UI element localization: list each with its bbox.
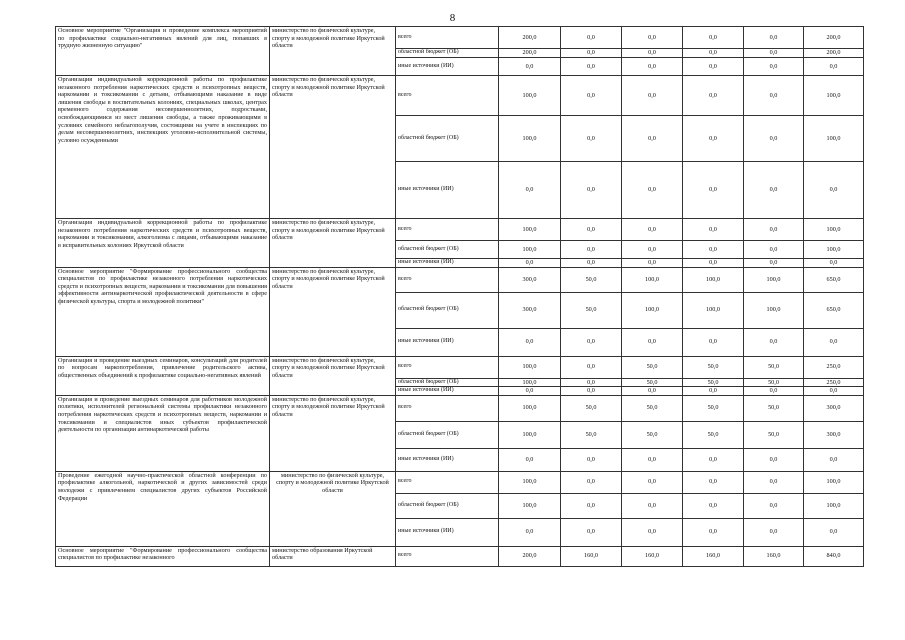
amount-cell: 0,0 — [744, 493, 804, 518]
amount-cell: 0,0 — [683, 116, 744, 162]
funding-source: областной бюджет (ОБ) — [396, 116, 499, 162]
amount-total: 840,0 — [804, 546, 864, 566]
funding-source: областной бюджет (ОБ) — [396, 421, 499, 448]
funding-source: иные источники (ИИ) — [396, 518, 499, 546]
amount-cell: 100,0 — [499, 76, 561, 116]
amount-cell: 200,0 — [499, 49, 561, 58]
amount-total: 100,0 — [804, 76, 864, 116]
table-row — [56, 471, 864, 493]
amount-cell: 50,0 — [561, 292, 622, 328]
amount-cell: 0,0 — [744, 219, 804, 241]
amount-cell: 0,0 — [683, 448, 744, 471]
activity-name: Основное мероприятие "Формирование профессионального сообщества специалистов по профилактике незаконного — [56, 546, 270, 566]
funding-source: иные источники (ИИ) — [396, 328, 499, 356]
amount-cell: 0,0 — [622, 58, 683, 76]
amount-cell: 100,0 — [499, 356, 561, 378]
amount-cell: 100,0 — [683, 292, 744, 328]
amount-cell: 0,0 — [744, 518, 804, 546]
amount-total: 300,0 — [804, 421, 864, 448]
funding-source: областной бюджет (ОБ) — [396, 241, 499, 259]
amount-cell: 0,0 — [622, 471, 683, 493]
amount-total: 0,0 — [804, 328, 864, 356]
amount-cell: 0,0 — [622, 518, 683, 546]
executor: министерство образования Иркутской области — [270, 546, 396, 566]
amount-cell: 50,0 — [622, 421, 683, 448]
amount-cell: 0,0 — [622, 448, 683, 471]
amount-total: 0,0 — [804, 518, 864, 546]
executor: министерство по физической культуре, спорту и молодежной политике Иркутской области — [270, 471, 396, 546]
table-row — [56, 395, 864, 421]
amount-cell: 0,0 — [499, 448, 561, 471]
activity-name: Основное мероприятие "Организация и проведение комплекса мероприятий по профилактике социально-негативных явлений для лиц, попавших в трудную жизненную ситуацию" — [56, 27, 270, 76]
amount-cell: 0,0 — [561, 49, 622, 58]
amount-cell: 50,0 — [561, 395, 622, 421]
funding-source: всего — [396, 395, 499, 421]
amount-cell: 0,0 — [683, 76, 744, 116]
amount-cell: 0,0 — [561, 76, 622, 116]
funding-source: всего — [396, 356, 499, 378]
table-row — [56, 267, 864, 292]
amount-cell: 0,0 — [561, 27, 622, 49]
amount-cell: 0,0 — [622, 493, 683, 518]
amount-cell: 0,0 — [683, 58, 744, 76]
funding-source: областной бюджет (ОБ) — [396, 493, 499, 518]
amount-cell: 0,0 — [744, 471, 804, 493]
amount-cell: 50,0 — [622, 356, 683, 378]
amount-cell: 0,0 — [683, 471, 744, 493]
activity-name: Организация индивидуальной коррекционной работы по профилактике незаконного потребления наркотических средств и психотропных веществ, наркомании и токсикомании, алкоголизма с лицами, отбывающими наказание в исправительных колониях Иркутской области — [56, 219, 270, 268]
amount-total: 100,0 — [804, 471, 864, 493]
amount-cell: 0,0 — [683, 328, 744, 356]
funding-source: всего — [396, 471, 499, 493]
amount-cell: 200,0 — [499, 27, 561, 49]
amount-total: 0,0 — [804, 387, 864, 396]
amount-cell: 50,0 — [744, 356, 804, 378]
amount-total: 250,0 — [804, 378, 864, 387]
amount-cell: 160,0 — [744, 546, 804, 566]
activity-name: Основное мероприятие "Формирование профессионального сообщества специалистов по профилактике незаконного потребления наркотических средств и психотропных веществ, наркомании и токсикомании для повышения эффективности антинаркотической профилактической деятельности в сфере физической культуры, спорта и молодежной политики" — [56, 267, 270, 356]
amount-cell: 0,0 — [683, 259, 744, 268]
amount-total: 0,0 — [804, 259, 864, 268]
amount-cell: 200,0 — [499, 546, 561, 566]
amount-cell: 50,0 — [622, 395, 683, 421]
amount-cell: 100,0 — [499, 421, 561, 448]
amount-cell: 0,0 — [561, 328, 622, 356]
amount-cell: 300,0 — [499, 292, 561, 328]
amount-cell: 0,0 — [683, 387, 744, 396]
table-row — [56, 546, 864, 566]
amount-cell: 100,0 — [744, 292, 804, 328]
amount-total: 200,0 — [804, 27, 864, 49]
amount-cell: 0,0 — [744, 49, 804, 58]
amount-cell: 0,0 — [744, 448, 804, 471]
amount-cell: 0,0 — [622, 49, 683, 58]
amount-cell: 0,0 — [561, 116, 622, 162]
executor: министерство по физической культуре, спорту и молодежной политике Иркутской области — [270, 356, 396, 395]
amount-cell: 0,0 — [561, 518, 622, 546]
table-row — [56, 356, 864, 378]
amount-cell: 0,0 — [622, 76, 683, 116]
amount-total: 0,0 — [804, 162, 864, 219]
amount-cell: 160,0 — [622, 546, 683, 566]
amount-cell: 50,0 — [561, 267, 622, 292]
table-row — [56, 76, 864, 116]
amount-cell: 0,0 — [683, 27, 744, 49]
amount-cell: 0,0 — [622, 116, 683, 162]
amount-cell: 0,0 — [683, 219, 744, 241]
executor: министерство по физической культуре, спорту и молодежной политике Иркутской области — [270, 395, 396, 471]
executor: министерство по физической культуре, спорту и молодежной политике Иркутской области — [270, 27, 396, 76]
amount-total: 650,0 — [804, 267, 864, 292]
amount-cell: 0,0 — [561, 241, 622, 259]
amount-cell: 50,0 — [683, 421, 744, 448]
funding-source: иные источники (ИИ) — [396, 448, 499, 471]
amount-cell: 0,0 — [499, 259, 561, 268]
amount-cell: 0,0 — [683, 518, 744, 546]
amount-cell: 0,0 — [499, 328, 561, 356]
amount-cell: 100,0 — [499, 395, 561, 421]
amount-cell: 0,0 — [499, 58, 561, 76]
funding-source: всего — [396, 546, 499, 566]
executor: министерство по физической культуре, спорту и молодежной политике Иркутской области — [270, 219, 396, 268]
amount-cell: 0,0 — [499, 387, 561, 396]
amount-cell: 0,0 — [561, 58, 622, 76]
amount-cell: 0,0 — [683, 49, 744, 58]
amount-cell: 50,0 — [561, 421, 622, 448]
amount-cell: 0,0 — [683, 493, 744, 518]
funding-source: всего — [396, 27, 499, 49]
amount-cell: 0,0 — [622, 259, 683, 268]
amount-cell: 0,0 — [744, 58, 804, 76]
amount-total: 100,0 — [804, 116, 864, 162]
amount-total: 0,0 — [804, 448, 864, 471]
funding-source: иные источники (ИИ) — [396, 259, 499, 268]
activity-name: Организация индивидуальной коррекционной работы по профилактике незаконного потребления наркотических средств и психотропных веществ, наркомании и токсикомании с детьми, отбывающими наказание в виде лишения свободы в воспитательных колониях, специальных школах, центрах временного содержания несовершеннолетних, подростками, освобождающимися из мест лишения свободы, а также проживающими в условиях семейного неблагополучия, состоящими на учете в инспекциях по делам несовершеннолетних, инспекциях уголовно-исполнительной системы, условно осужденными — [56, 76, 270, 219]
amount-cell: 50,0 — [622, 378, 683, 387]
amount-cell: 0,0 — [744, 76, 804, 116]
amount-cell: 0,0 — [561, 378, 622, 387]
amount-cell: 0,0 — [499, 518, 561, 546]
amount-cell: 100,0 — [499, 116, 561, 162]
table-row — [56, 27, 864, 49]
amount-cell: 100,0 — [622, 267, 683, 292]
activity-name: Организация и проведение выездных семинаров для работников молодежной политики, исполнителей региональной системы профилактики незаконного потребления наркотических средств и психотропных веществ, наркомании и токсикомании и специалистов иных субъектов профилактической деятельности по организации антинаркотической работы — [56, 395, 270, 471]
funding-source: областной бюджет (ОБ) — [396, 292, 499, 328]
program-table — [55, 26, 864, 567]
amount-cell: 50,0 — [683, 378, 744, 387]
funding-source: всего — [396, 267, 499, 292]
amount-cell: 0,0 — [561, 471, 622, 493]
amount-cell: 0,0 — [561, 493, 622, 518]
amount-cell: 100,0 — [622, 292, 683, 328]
funding-source: всего — [396, 219, 499, 241]
amount-cell: 50,0 — [744, 421, 804, 448]
amount-cell: 160,0 — [561, 546, 622, 566]
amount-cell: 0,0 — [622, 241, 683, 259]
amount-cell: 100,0 — [499, 219, 561, 241]
amount-cell: 0,0 — [744, 241, 804, 259]
amount-total: 300,0 — [804, 395, 864, 421]
activity-name: Организация и проведение выездных семинаров, консультаций для родителей по вопросам наркопотребления, привлечение родительского актива, общественных объединений к профилактике социально-негативных явлений — [56, 356, 270, 395]
amount-cell: 0,0 — [561, 259, 622, 268]
amount-cell: 0,0 — [622, 219, 683, 241]
amount-cell: 100,0 — [683, 267, 744, 292]
amount-cell: 100,0 — [499, 241, 561, 259]
amount-cell: 50,0 — [683, 395, 744, 421]
funding-source: иные источники (ИИ) — [396, 162, 499, 219]
amount-cell: 100,0 — [499, 493, 561, 518]
amount-cell: 160,0 — [683, 546, 744, 566]
amount-cell: 0,0 — [622, 162, 683, 219]
amount-cell: 100,0 — [499, 378, 561, 387]
amount-cell: 0,0 — [561, 219, 622, 241]
amount-cell: 0,0 — [561, 162, 622, 219]
amount-cell: 0,0 — [683, 162, 744, 219]
amount-total: 200,0 — [804, 49, 864, 58]
funding-source: иные источники (ИИ) — [396, 58, 499, 76]
funding-source: областной бюджет (ОБ) — [396, 378, 499, 387]
amount-total: 250,0 — [804, 356, 864, 378]
funding-source: всего — [396, 76, 499, 116]
page-number: 8 — [449, 12, 456, 24]
amount-cell: 0,0 — [561, 448, 622, 471]
amount-total: 100,0 — [804, 219, 864, 241]
amount-cell: 0,0 — [744, 387, 804, 396]
amount-cell: 0,0 — [683, 241, 744, 259]
activity-name: Проведение ежегодной научно-практической областной конференции по профилактике алкогольной, наркотической и других зависимостей среди молодежи с привлечением специалистов других субъектов Российской Федерации — [56, 471, 270, 546]
amount-total: 100,0 — [804, 241, 864, 259]
amount-cell: 300,0 — [499, 267, 561, 292]
amount-cell: 0,0 — [622, 27, 683, 49]
executor: министерство по физической культуре, спорту и молодежной политике Иркутской области — [270, 76, 396, 219]
amount-cell: 0,0 — [561, 356, 622, 378]
amount-cell: 0,0 — [744, 116, 804, 162]
amount-cell: 0,0 — [622, 328, 683, 356]
amount-total: 100,0 — [804, 493, 864, 518]
table-row — [56, 219, 864, 241]
funding-source: иные источники (ИИ) — [396, 387, 499, 396]
amount-cell: 0,0 — [744, 259, 804, 268]
amount-cell: 0,0 — [744, 162, 804, 219]
executor: министерство по физической культуре, спорту и молодежной политике Иркутской области — [270, 267, 396, 356]
amount-cell: 0,0 — [622, 387, 683, 396]
amount-total: 0,0 — [804, 58, 864, 76]
amount-cell: 0,0 — [561, 387, 622, 396]
amount-cell: 100,0 — [499, 471, 561, 493]
amount-cell: 0,0 — [744, 27, 804, 49]
amount-cell: 0,0 — [499, 162, 561, 219]
amount-cell: 50,0 — [683, 356, 744, 378]
amount-cell: 50,0 — [744, 395, 804, 421]
amount-cell: 0,0 — [744, 328, 804, 356]
funding-source: областной бюджет (ОБ) — [396, 49, 499, 58]
amount-cell: 50,0 — [744, 378, 804, 387]
amount-cell: 100,0 — [744, 267, 804, 292]
amount-total: 650,0 — [804, 292, 864, 328]
